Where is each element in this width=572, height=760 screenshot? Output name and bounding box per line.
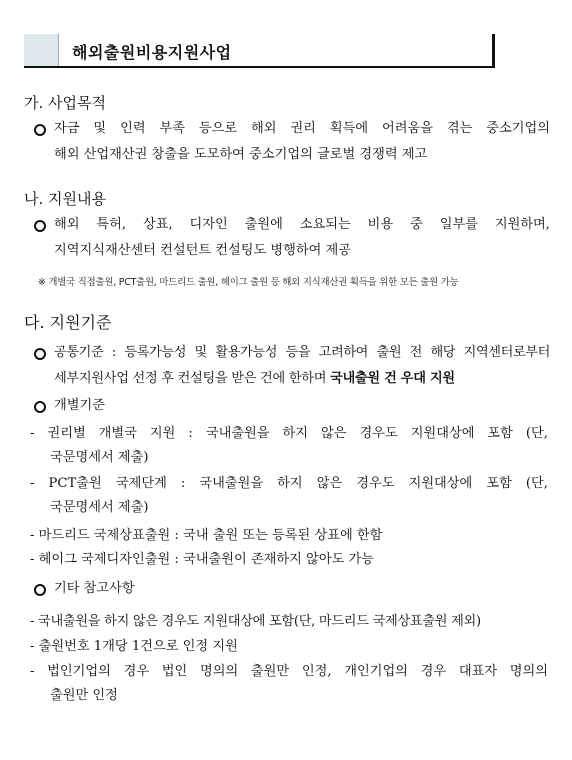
bullet-circle-icon [34, 220, 46, 232]
common-criteria-line1: 공통기준 : 등록가능성 및 활용가능성 등을 고려하여 출원 전 해당 지역센터로부터 [54, 345, 550, 360]
section-na-line1: 해외 특허, 상표, 디자인 출원에 소요되는 비용 중 일부를 지원하며, [54, 217, 550, 232]
title-box [24, 34, 495, 68]
other-notes-item-2: - 출원번호 1개당 1건으로 인정 지원 [30, 639, 238, 654]
bullet-circle-icon [34, 124, 46, 136]
bullet-circle-icon [34, 401, 46, 413]
section-da-heading: 다. 지원기준 [24, 313, 112, 332]
page-title: 해외출원비용지원사업 [72, 43, 232, 62]
section-na-line2: 지역지식재산센터 컨설턴트 컨설팅도 병행하여 제공 [54, 243, 352, 258]
section-ga-line2: 해외 산업재산권 창출을 도모하여 중소기업의 글로벌 경쟁력 제고 [54, 147, 428, 162]
bullet-circle-icon [34, 584, 46, 596]
section-na-note: ※ 개별국 직접출원, PCT출원, 마드리드 출원, 헤이그 출원 등 해외 지식재산권 획득을 위한 모든 출원 가능 [38, 277, 459, 288]
section-ga-line1: 자금 및 인력 부족 등으로 해외 권리 획득에 어려움을 겪는 중소기업의 [54, 121, 550, 136]
other-notes-label: 기타 참고사항 [54, 581, 135, 596]
individual-criteria-item-2: - PCT출원 국제단계 : 국내출원을 하지 않은 경우도 지원대상에 포함 (단, [30, 476, 548, 491]
individual-criteria-item-2-cont: 국문명세서 제출) [50, 500, 149, 515]
individual-criteria-item-1: - 권리별 개별국 지원 : 국내출원을 하지 않은 경우도 지원대상에 포함 (단, [30, 426, 548, 441]
common-criteria-line2 [54, 366, 455, 392]
individual-criteria-label: 개별기준 [54, 398, 105, 413]
section-ga-heading: 가. 사업목적 [24, 94, 106, 112]
other-notes-item-1: - 국내출원을 하지 않은 경우도 지원대상에 포함(단, 마드리드 국제상표출원 제외) [30, 614, 481, 629]
other-notes-item-3: - 법인기업의 경우 법인 명의의 출원만 인정, 개인기업의 경우 대표자 명의의 [30, 664, 548, 679]
bullet-circle-icon [34, 348, 46, 360]
other-notes-item-3-cont: 출원만 인정 [50, 688, 118, 703]
title-accent-block [24, 34, 59, 66]
common-criteria-emphasis: 국내출원 건 우대 지원 [330, 371, 455, 386]
individual-criteria-item-1-cont: 국문명세서 제출) [50, 450, 149, 465]
section-na-heading: 나. 지원내용 [24, 190, 106, 208]
individual-criteria-item-4: - 헤이그 국제디자인출원 : 국내출원이 존재하지 않아도 가능 [30, 552, 374, 567]
individual-criteria-item-3: - 마드리드 국제상표출원 : 국내 출원 또는 등록된 상표에 한함 [30, 528, 383, 543]
common-criteria-line2-text: 세부지원사업 선정 후 컨설팅을 받은 건에 한하며 [54, 371, 331, 386]
